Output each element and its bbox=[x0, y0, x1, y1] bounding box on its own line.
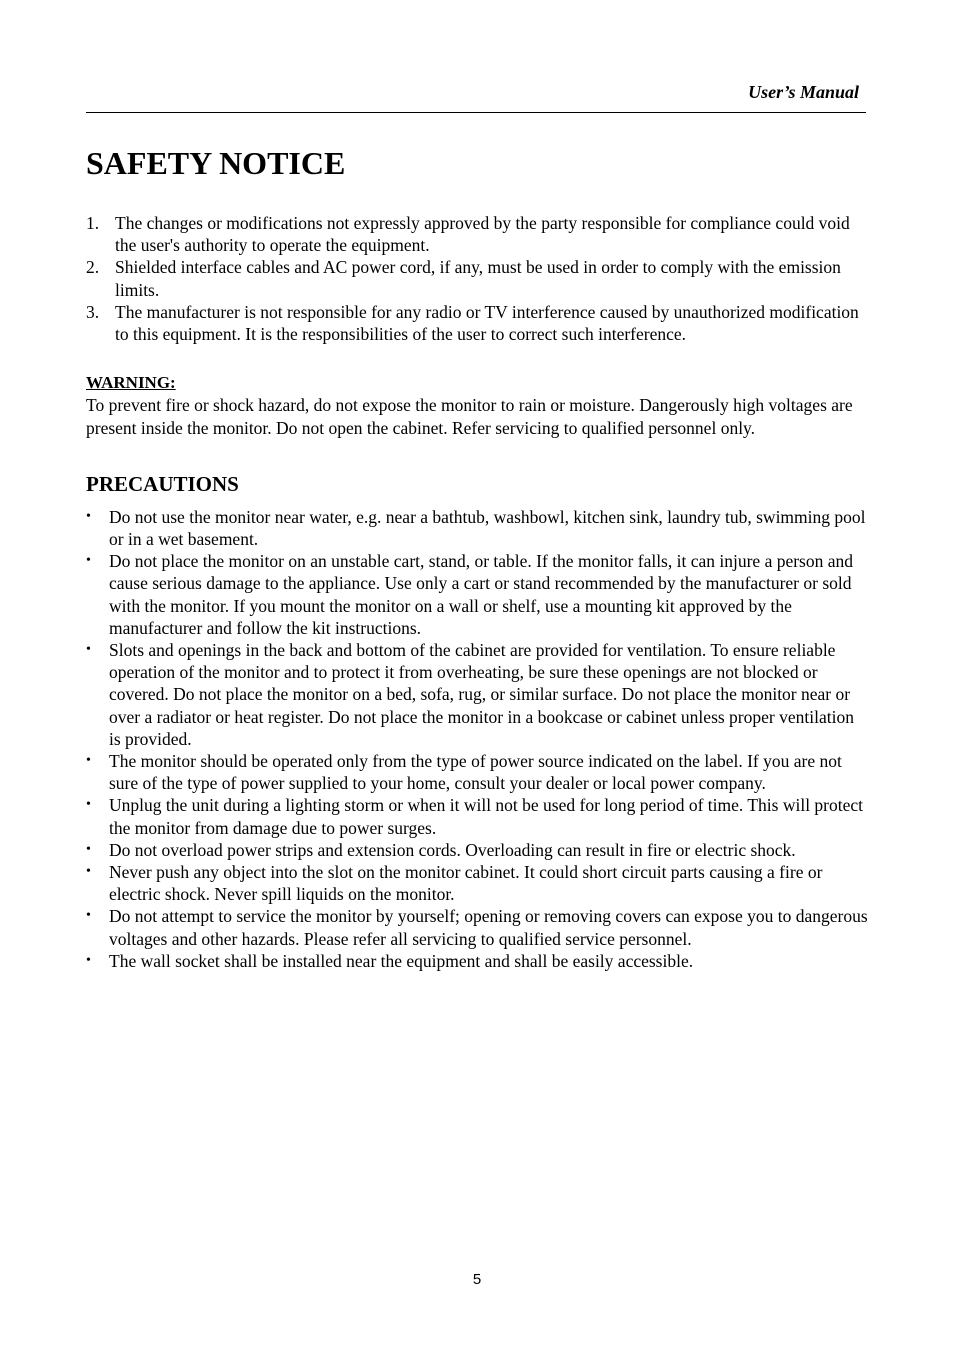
precaution-text: Slots and openings in the back and bottom of the cabinet are provided for ventilation. To ensure reliable operation of the monitor and to protect it from overheating, be sure these openings are not blocked or covered. Do not place the monitor on a bed, sofa, rug, or similar surface. Do not place the monitor near or over a radiator or heat register. Do not place the monitor in a bookcase or cabinet unless proper ventilation is provided. bbox=[109, 640, 854, 749]
precaution-item bbox=[86, 794, 868, 838]
precaution-text: Unplug the unit during a lighting storm or when it will not be used for long period of time. This will protect the monitor from damage due to power surges. bbox=[109, 795, 864, 838]
precaution-item bbox=[86, 839, 868, 861]
notice-text: The changes or modifications not expressly approved by the party responsible for compliance could void the user's authority to operate the equipment. bbox=[115, 213, 850, 256]
bullet-icon: • bbox=[86, 753, 91, 769]
notice-text: Shielded interface cables and AC power cord, if any, must be used in order to comply with the emission limits. bbox=[115, 257, 841, 300]
notice-item bbox=[86, 256, 868, 300]
bullet-icon: • bbox=[86, 553, 91, 569]
precaution-item bbox=[86, 950, 868, 972]
bullet-icon: • bbox=[86, 864, 91, 880]
precaution-text: The wall socket shall be installed near the equipment and shall be easily accessible. bbox=[109, 950, 694, 971]
precaution-text: Never push any object into the slot on the monitor cabinet. It could short circuit parts causing a fire or electric shock. Never spill liquids on the monitor. bbox=[109, 862, 823, 905]
precaution-item bbox=[86, 550, 868, 639]
precaution-text: The monitor should be operated only from the type of power source indicated on the label. If you are not sure of the type of power supplied to your home, consult your dealer or local power company. bbox=[109, 751, 842, 794]
safety-notice-list bbox=[86, 212, 868, 345]
precautions-heading: PRECAUTIONS bbox=[86, 471, 239, 496]
document-body bbox=[86, 212, 868, 972]
precautions-list bbox=[86, 506, 868, 972]
precaution-item bbox=[86, 506, 868, 550]
page-title: SAFETY NOTICE bbox=[86, 145, 346, 181]
page-number: 5 bbox=[472, 1271, 482, 1288]
notice-number: 1. bbox=[86, 213, 100, 233]
bullet-icon: • bbox=[86, 508, 91, 524]
notice-text: The manufacturer is not responsible for any radio or TV interference caused by unauthorized modification to this equipment. It is the responsibilities of the user to correct such interference. bbox=[115, 301, 859, 345]
bullet-icon: • bbox=[86, 797, 91, 813]
notice-number: 3. bbox=[86, 301, 100, 322]
precaution-item bbox=[86, 639, 868, 750]
header-title: User’s Manual bbox=[748, 82, 859, 102]
precaution-text: Do not place the monitor on an unstable cart, stand, or table. If the monitor falls, it can injure a person and cause serious damage to the appliance. Use only a cart or stand recommended by the manufacturer or sold with the monitor. If you mount the monitor on a wall or shelf, use a mounting kit approved by the manufacturer and follow the kit instructions. bbox=[109, 551, 854, 638]
bullet-icon: • bbox=[86, 841, 91, 857]
bullet-icon: • bbox=[86, 952, 91, 968]
precaution-item bbox=[86, 861, 868, 905]
notice-item bbox=[86, 301, 868, 345]
header-divider bbox=[86, 112, 866, 113]
precaution-item bbox=[86, 905, 868, 949]
bullet-icon: • bbox=[86, 642, 91, 658]
precaution-text: Do not overload power strips and extension cords. Overloading can result in fire or electric shock. bbox=[109, 839, 796, 860]
precaution-text: Do not use the monitor near water, e.g. near a bathtub, washbowl, kitchen sink, laundry tub, swimming pool or in a wet basement. bbox=[109, 506, 866, 550]
notice-number: 2. bbox=[86, 257, 100, 278]
notice-item bbox=[86, 212, 868, 256]
precaution-text: Do not attempt to service the monitor by yourself; opening or removing covers can expose you to dangerous voltages and other hazards. Please refer all servicing to qualified service personnel. bbox=[109, 906, 868, 949]
warning-text: To prevent fire or shock hazard, do not expose the monitor to rain or moisture. Dangerously high voltages are present inside the monitor. Do not open the cabinet. Refer servicing to qualified personnel only. bbox=[86, 395, 853, 438]
precaution-item bbox=[86, 750, 868, 794]
bullet-icon: • bbox=[86, 908, 91, 924]
warning-heading: WARNING: bbox=[86, 373, 176, 393]
